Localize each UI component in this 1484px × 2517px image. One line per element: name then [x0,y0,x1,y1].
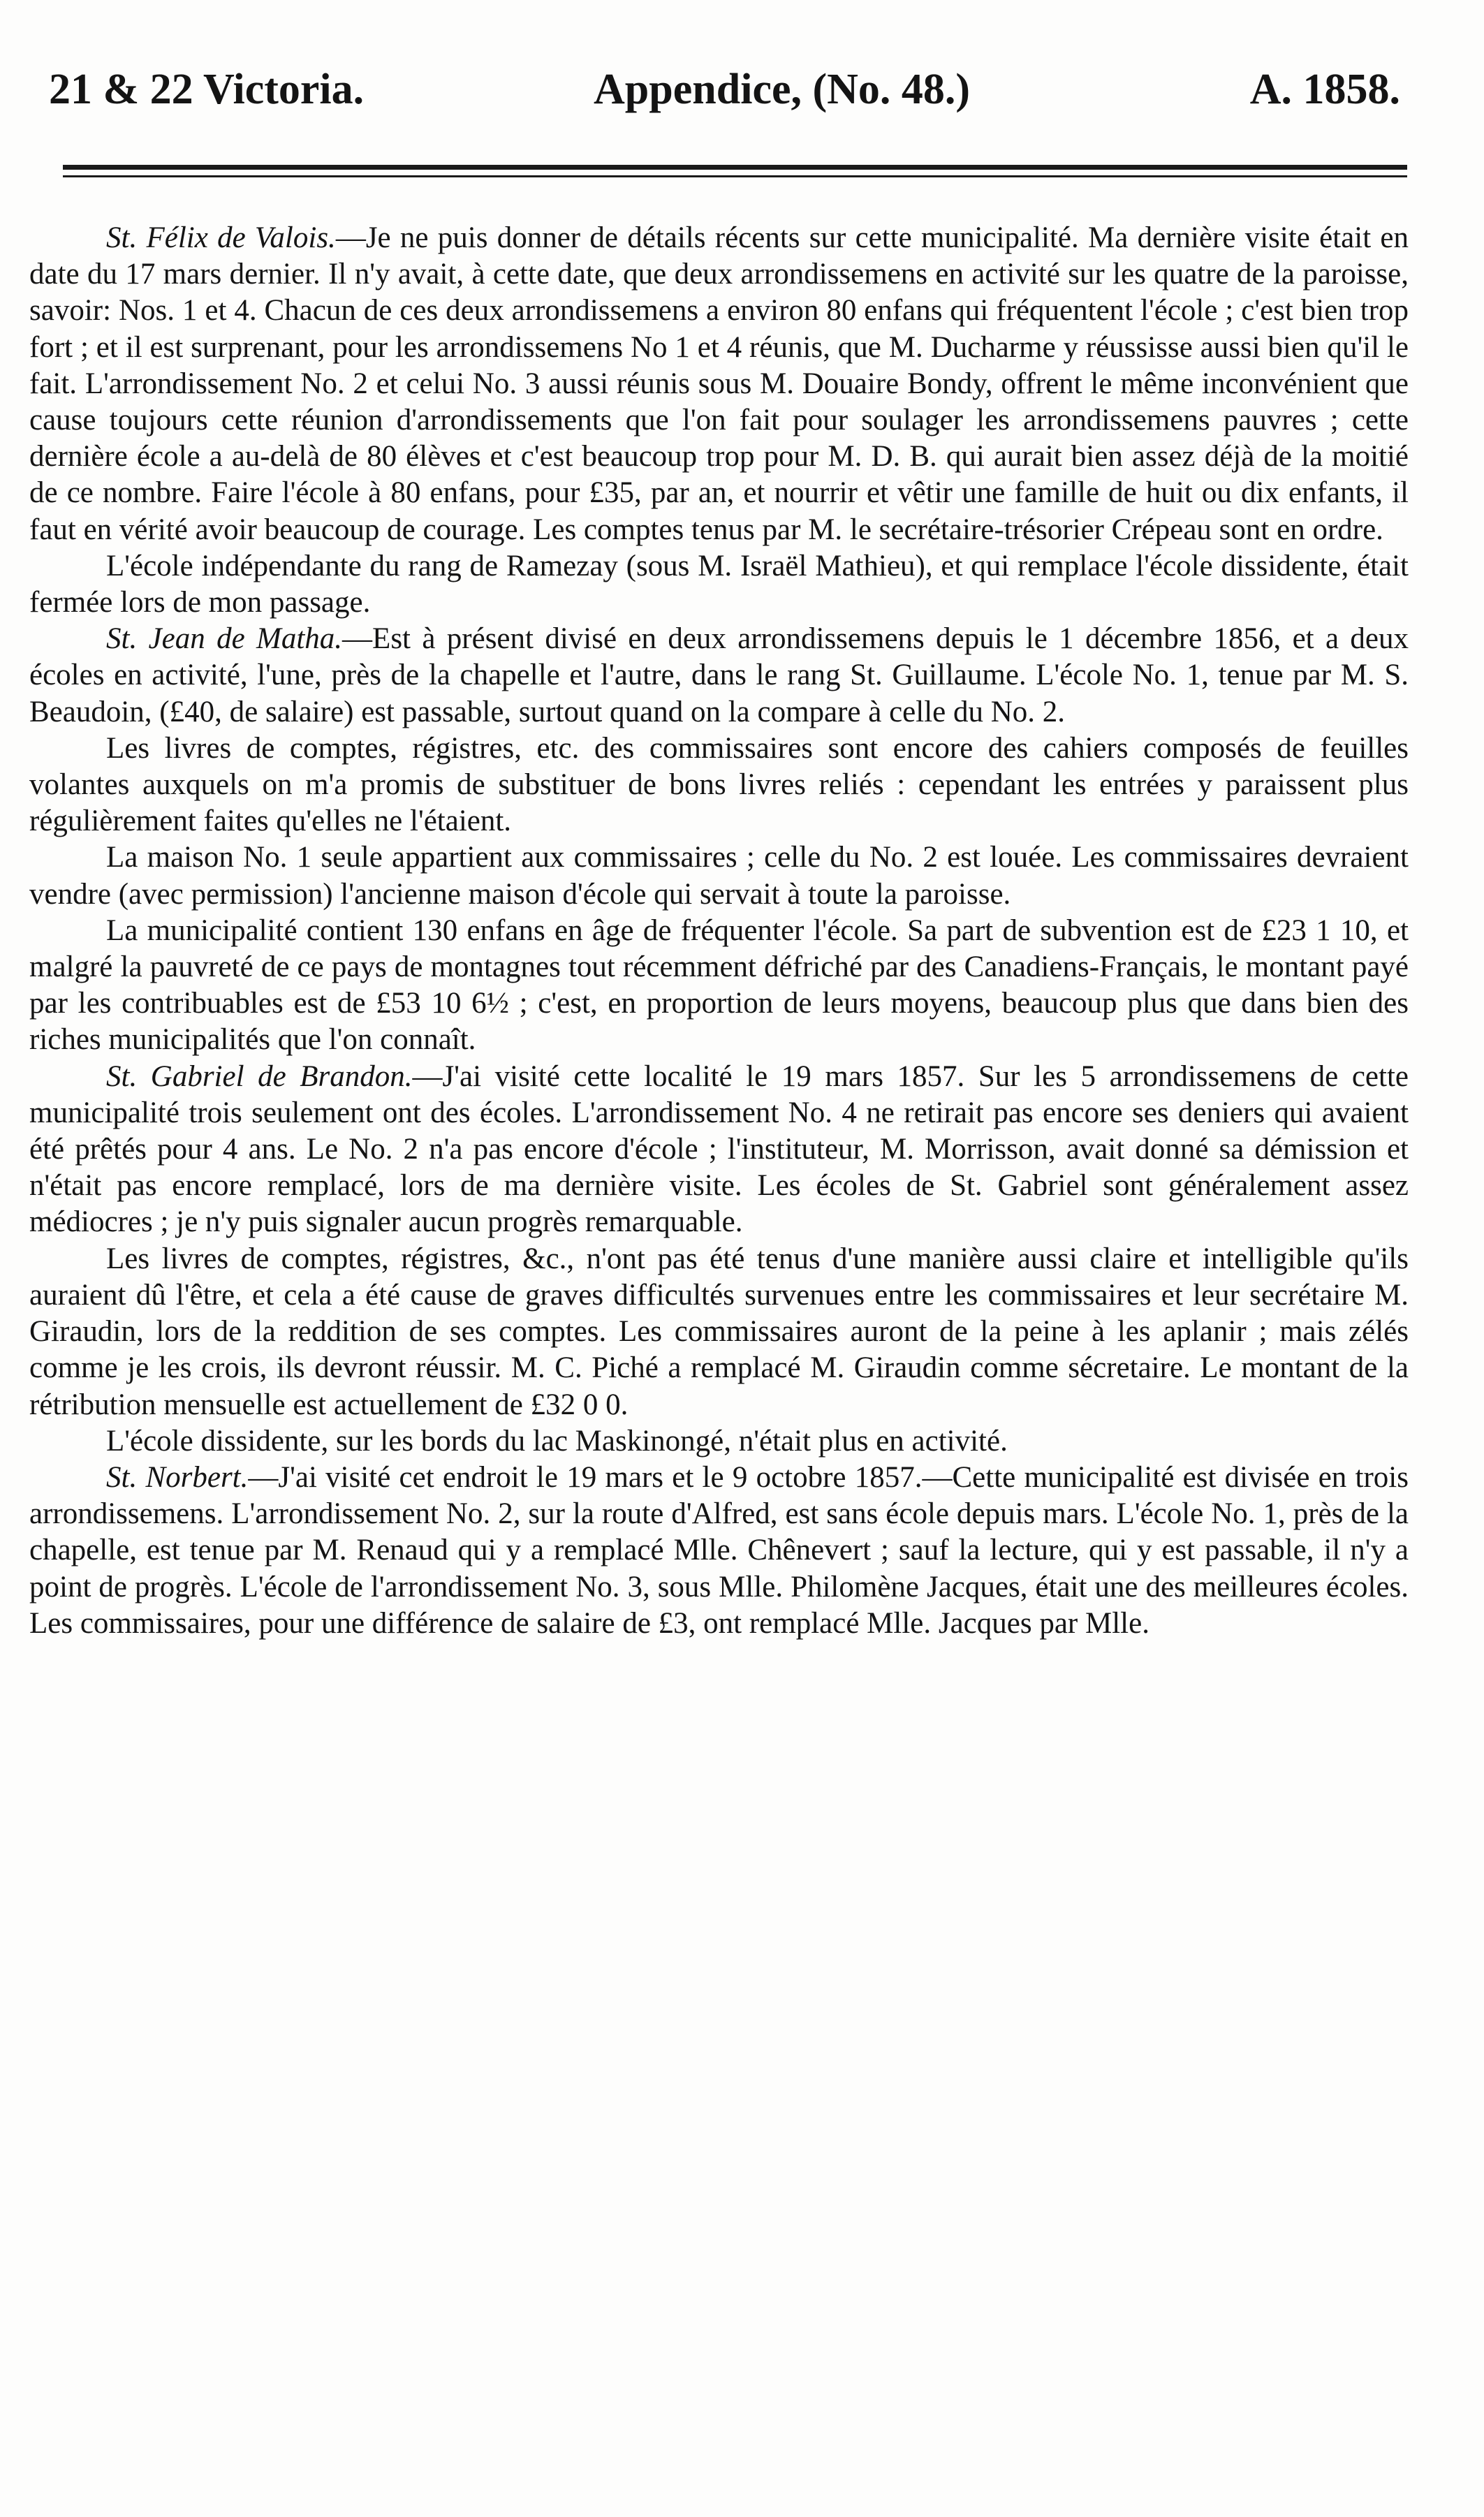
paragraph-text: La maison No. 1 seule appartient aux commissaires ; celle du No. 2 est louée. Les commissaires devraient vendre (avec permission) l'ancienne maison d'école qui servait à toute la paroisse. [29,841,1409,911]
paragraph [29,1460,1409,1642]
header-session: 21 & 22 Victoria. [49,66,365,113]
header-appendix: Appendice, (No. 48.) [594,66,971,113]
paragraph [29,621,1409,731]
paragraph-text: —Est à présent divisé en deux arrondissemens depuis le 1 décembre 1856, et a deux écoles en activité, l'une, près de la chapelle et l'autre, dans le rang St. Guillaume. L'école No. 1, tenue par M. S. Beaudoin, (£40, de salaire) est passable, surtout quand on la compare à celle du No. 2. [29,622,1409,728]
paragraph [29,731,1409,840]
paragraph [29,548,1409,621]
paragraph-text: —Je ne puis donner de détails récents sur cette municipalité. Ma dernière visite était en date du 17 mars dernier. Il n'y avait, à cette date, que deux arrondissemens en activité sur les quatre de la paroisse, savoir: Nos. 1 et 4. Chacun de ces deux arrondissemens a environ 80 enfans qui fréquentent l'école ; c'est bien trop fort ; et il est surprenant, pour les arrondissemens No 1 et 4 réunis, que M. Ducharme y réussisse aussi bien qu'il le fait. L'arrondissement No. 2 et celui No. 3 aussi réunis sous M. Douaire Bondy, offrent le même inconvénient que cause toujours cette réunion d'arrondissements que l'on fait pour soulager les arrondissemens pauvres ; cette dernière école a au-delà de 80 élèves et c'est beaucoup trop pour M. D. B. qui aurait bien assez déjà de la moitié de ce nombre. Faire l'école à 80 enfans, pour £35, par an, et nourrir et vêtir une famille de huit ou dix enfants, il faut en vérité avoir beaucoup de courage. Les comptes tenus par M. le secrétaire-trésorier Crépeau sont en ordre. [29,221,1409,546]
paragraph-text: Les livres de comptes, régistres, &c., n'ont pas été tenus d'une manière aussi claire et intelligible qu'ils auraient dû l'être, et cela a été cause de graves difficultés survenues entre les commissaires et leur secrétaire M. Giraudin, lors de la reddition de ses comptes. Les commissaires auront de la peine à les aplanir ; mais zélés comme je les crois, ils devront réussir. M. C. Piché a remplacé M. Giraudin comme sécretaire. Le montant de la rétribution mensuelle est actuellement de £32 0 0. [29,1242,1409,1421]
paragraph [29,1059,1409,1241]
report-body [29,220,1409,1642]
paragraph [29,1423,1409,1460]
paragraph [29,1241,1409,1423]
header-rule-thin [63,175,1407,177]
paragraph-text: —J'ai visité cette localité le 19 mars 1857. Sur les 5 arrondissemens de cette municipalité trois seulement ont des écoles. L'arrondissement No. 4 ne retirait pas encore ses deniers qui avaient été prêtés pour 4 ans. Le No. 2 n'a pas encore d'école ; l'instituteur, M. Morrisson, avait donné sa démission et n'était pas encore remplacé, lors de ma dernière visite. Les écoles de St. Gabriel sont généralement assez médiocres ; je n'y puis signaler aucun progrès remarquable. [29,1059,1409,1239]
page-header [49,61,1400,117]
paragraph [29,839,1409,912]
paragraph-text: L'école indépendante du rang de Ramezay (sous M. Israël Mathieu), et qui remplace l'école dissidente, était fermée lors de mon passage. [29,549,1409,619]
paragraph-text: L'école dissidente, sur les bords du lac Maskinongé, n'était plus en activité. [106,1424,1008,1458]
paragraph [29,220,1409,548]
header-year: A. 1858. [1249,66,1400,113]
paragraph-text: —J'ai visité cet endroit le 19 mars et le 9 octobre 1857.—Cette municipalité est divisée en trois arrondissemens. L'arrondissement No. 2, sur la route d'Alfred, est sans école depuis mars. L'école No. 1, près de la chapelle, est tenue par M. Renaud qui y a remplacé Mlle. Chênevert ; sauf la lecture, qui y est passable, il n'y a point de progrès. L'école de l'arrondissement No. 3, sous Mlle. Philomène Jacques, était une des meilleures écoles. Les commissaires, pour une différence de salaire de £3, ont remplacé Mlle. Jacques par Mlle. [29,1460,1409,1640]
paragraph-lead: St. Félix de Valois. [106,221,336,254]
paragraph-lead: St. Norbert. [106,1460,249,1494]
paragraph [29,913,1409,1059]
paragraph-lead: St. Jean de Matha. [106,622,343,656]
header-rule-thick [63,165,1407,170]
paragraph-text: La municipalité contient 130 enfans en âge de fréquenter l'école. Sa part de subvention est de £23 1 10, et malgré la pauvreté de ce pays de montagnes tout récemment défriché par des Canadiens-Français, le montant payé par les contribuables est de £53 10 6½ ; c'est, en proportion de leurs moyens, beaucoup plus que dans bien des riches municipalités que l'on connaît. [29,913,1409,1057]
paragraph-text: Les livres de comptes, régistres, etc. des commissaires sont encore des cahiers composés de feuilles volantes auxquels on m'a promis de substituer de bons livres reliés : cependant les entrées y paraissent plus régulièrement faites qu'elles ne l'étaient. [29,731,1409,838]
paragraph-lead: St. Gabriel de Brandon. [106,1059,413,1093]
